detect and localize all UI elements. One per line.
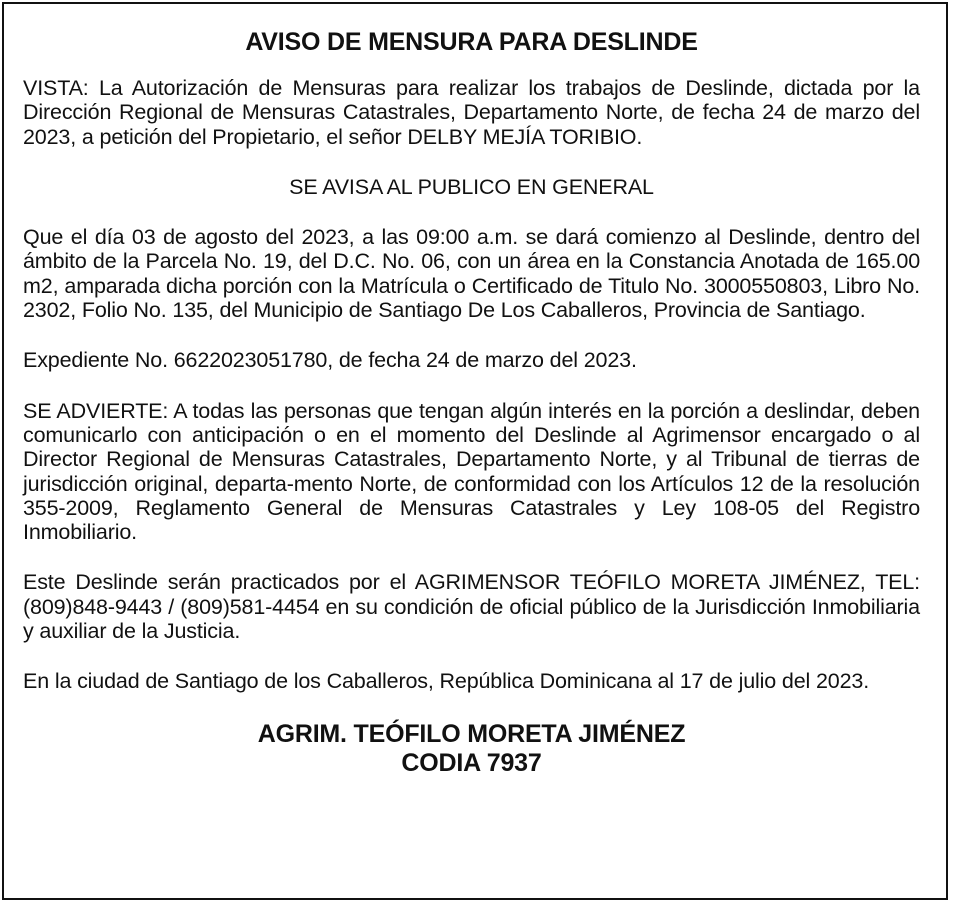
paragraph-place-date: En la ciudad de Santiago de los Caballeros, República Dominicana al 17 de julio del 2023. (23, 669, 870, 694)
legal-notice (2, 2, 948, 900)
signature-codia: CODIA 7937 (401, 748, 542, 777)
paragraph-public-notice: SE AVISA AL PUBLICO EN GENERAL (289, 174, 654, 199)
paragraph-warning: SE ADVIERTE: A todas las personas que tengan algún interés en la porción a deslindar, deben comunicarlo con anticipación o en el momento del Deslinde al Agrimensor encargado o al Director Regional de Mensuras Catastrales, Departamento Norte, y al Tribunal de tierras de jurisdicción original, departa-mento Norte, de conformidad con los Artículos 12 de la resolución 355-2009, Reglamento General de Mensuras Catastrales y Ley 108-05 del Registro Inmobiliario. (23, 398, 920, 545)
notice-title: AVISO DE MENSURA PARA DESLINDE (245, 28, 698, 56)
paragraph-survey-details: Que el día 03 de agosto del 2023, a las 09:00 a.m. se dará comienzo al Deslinde, dentro del ámbito de la Parcela No. 19, del D.C. No. 06, con un área en la Constancia Anotada de 165.00 m2, amparada dicha porción con la Matrícula o Certificado de Titulo No. 3000550803, Libro No. 2302, Folio No. 135, del Municipio de Santiago De Los Caballeros, Provincia de Santiago. (23, 225, 920, 323)
paragraph-expediente: Expediente No. 6622023051780, de fecha 24 de marzo del 2023. (23, 348, 637, 373)
paragraph-surveyor: Este Deslinde serán practicados por el AGRIMENSOR TEÓFILO MORETA JIMÉNEZ, TEL: (809)848-9443 / (809)581-4454 en su condición de oficial público de la Jurisdicción Inmobiliaria y auxiliar de la Justicia. (23, 570, 920, 644)
paragraph-vista: VISTA: La Autorización de Mensuras para realizar los trabajos de Deslinde, dictada por la Dirección Regional de Mensuras Catastrales, Departamento Norte, de fecha 24 de marzo del 2023, a petición del Propietario, el señor DELBY MEJÍA TORIBIO. (23, 76, 920, 149)
signature-name: AGRIM. TEÓFILO MORETA JIMÉNEZ (257, 719, 686, 748)
